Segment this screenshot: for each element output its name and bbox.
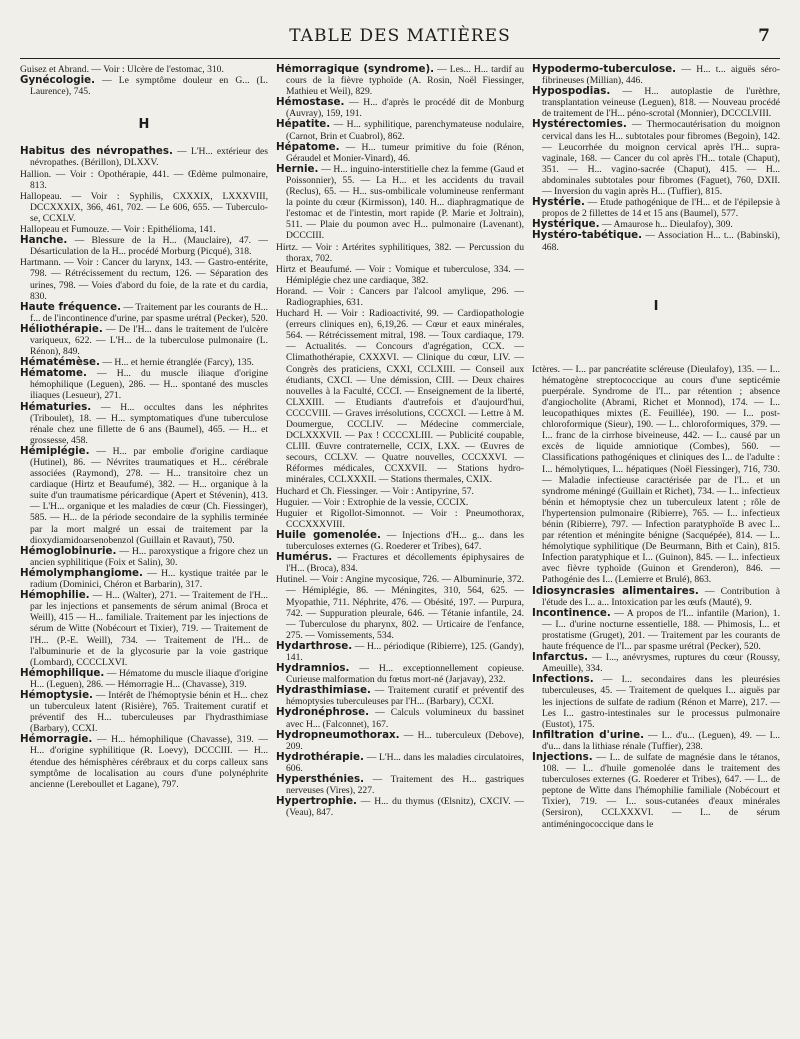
entry-headword: Hydramnios. (276, 662, 350, 675)
entry-text: — H... autoplastie de l'urèthre, transplantation veineuse (Leguen), 818. — Nouveau procédé de traitement de l'H... péno-scrotal (Monnier), DCCCLVIII. (542, 86, 780, 120)
entry-headword: Hémolymphangiome. (20, 566, 143, 579)
header-rule (20, 58, 780, 59)
entry-text: — I... de sulfate de magnésie dans le tétanos, 108. — I... d'huile gomenolée dans le traitement des tuberculoses externes (G. Roederer et Tribes), 647. — I... de peptone de Witte dans l'hémophilie familiale (Nobécourt et Tixier), 719. — I... sous-cutanées d'eaux minérales (Sersiron), CCLXXXVI. — I... de sérum antiméningococcique dans le (542, 751, 780, 830)
index-columns (20, 64, 780, 1034)
index-entry (20, 546, 268, 568)
index-entry (532, 730, 780, 752)
index-entry (20, 402, 268, 446)
index-entry (20, 324, 268, 357)
index-entry (276, 497, 524, 508)
entry-text: — H... tuberculeux (Debove), 209. (286, 729, 524, 752)
entry-text: — Etude pathogénique de l'H... et de l'épilepsie à propos de 2 fillettes de 14 et 15 ans (Baumel), 577. (542, 197, 780, 220)
entry-headword: Hystérique. (532, 218, 600, 231)
index-entry (276, 574, 524, 641)
entry-text: — Calculs volumineux du bassinet avec H... (Falconnet), 167. (286, 707, 524, 730)
entry-headword: Hydrothérapie. (276, 750, 364, 763)
index-entry (276, 752, 524, 774)
entry-headword: Huile gomenolée. (276, 528, 381, 541)
entry-text: — Traitement par les courants de H... f... de l'incontinence d'urine, par spasme urétral (Pecker), 520. (30, 301, 268, 324)
entry-text: — Thermocautérisation du moignon cervical dans les H... subtotales pour fibromes (Begoin), 142. — Leucorrhée du moignon cervical après l'H... supra-vaginale, 168. — Cancer du col après l'H... totale (Chaput), 351. — H... vagino-sacrée (Chaput), 415. — H... abdominales subtotales pour fibromes (Faguet), 760, DXII. — Inversion du vagin après H... (Tuffier), 815. (542, 119, 780, 198)
index-entry (20, 235, 268, 257)
entry-text: — H... (Walter), 271. — Traitement de l'H... par les injections et pansements de sérum animal (Broca et Weill), 415 — H... familiale. Traitement par les injections de sérum de Witte (Nobécourt et Tixier), 719. — Traitement de l'H... (P.-E. Weill), 734. — Traitement de l'H... de l'albuminurie et de la glycosurie par la voie gastrique (Lombard), CCCCLXVI. (30, 590, 268, 668)
index-entry (532, 586, 780, 608)
index-entry (532, 230, 780, 252)
index-entry (20, 302, 268, 324)
index-entry (532, 86, 780, 119)
entry-text: — Les... H... tardif au cours de la fièvre typhoïde (A. Rosin, Noël Fiessinger, Mathieu et Weil), 829. (286, 64, 524, 98)
index-entry (276, 308, 524, 486)
index-entry (20, 368, 268, 401)
entry-headword: Haute fréquence. (20, 300, 122, 313)
index-entry (20, 257, 268, 301)
entry-headword: Infarctus. (532, 651, 589, 664)
index-entry (20, 568, 268, 590)
entry-headword: Hémoglobinurie. (20, 544, 117, 557)
entry-text: Hirtz et Beaufumé. — Voir : Vomique et tuberculose, 334. — Hémiplégie chez une cardiaque, 382. (276, 263, 524, 286)
entry-text: — H... occultes dans les néphrites (Triboulet), 18. — H... symptomatiques d'une tuberculose rénale chez une fillette de 6 ans (Baumel), 465. — H... et grossesse, 458. (30, 401, 268, 446)
index-entry (20, 191, 268, 224)
entry-headword: Hypertrophie. (276, 795, 357, 808)
index-entry (276, 164, 524, 242)
entry-headword: Hypodermo-tuberculose. (532, 64, 677, 75)
entry-headword: Hernie. (276, 162, 319, 175)
entry-text: — I..., anévrysmes, ruptures du cœur (Roussy, Ameuille), 334. (542, 652, 780, 675)
entry-text: — H... périodique (Ribierre), 125. (Gandy), 141. (286, 640, 524, 663)
index-entry (276, 264, 524, 286)
entry-headword: Hémorragique (syndrome). (276, 64, 435, 75)
entry-text: Horand. — Voir : Cancers par l'alcool amylique, 296. — Radiographies, 631. (276, 285, 524, 308)
section-letter-heading: H (138, 117, 150, 133)
entry-headword: Infiltration d'urine. (532, 728, 644, 741)
index-entry (20, 590, 268, 668)
entry-text: Hallopeau et Fumouze. — Voir : Epithélioma, 141. (20, 224, 216, 236)
index-column-left (20, 64, 268, 1034)
entry-text: — H... du thymus (Œlsnitz), CXCIV. — (Veau), 847. (286, 796, 524, 819)
entry-headword: Hématome. (20, 367, 87, 380)
entry-text: Hirtz. — Voir : Artérites syphilitiques, 382. — Percussion du thorax, 702. (276, 241, 524, 264)
index-column-middle (276, 64, 524, 1034)
entry-text: — H... du muscle iliaque d'origine hémophilique (Leguen), 286. — H... spontané des muscles iliaques (Lesueur), 271. (30, 368, 268, 402)
entry-headword: Hypospodias. (532, 85, 611, 98)
index-entry (276, 286, 524, 308)
entry-headword: Hémostase. (276, 96, 345, 109)
entry-headword: Hématémèse. (20, 356, 100, 369)
page-number: 7 (758, 26, 770, 46)
page-header (0, 24, 800, 48)
index-entry (276, 685, 524, 707)
entry-text: — H... inguino-interstitielle chez la femme (Gaud et Poissonnier), 55. — La H... et les accidents du travail (Reclus), 65. — H... sus-ombilicale volumineuse renfermant la pointe du cœur (Kirmisson), 140. H... diaphragmatique de l'estomac et de l'intestin, mort rapide (P. Marie et Joltrain), 511. — Plaie du poumon avec H... pulmonaire (Lavenant), DCCCIII. (286, 163, 524, 242)
entry-text: — Hématome du muscle iliaque d'origine H... (Leguen), 286. — Hémorragie H... (Chavasse), 319. (30, 667, 268, 690)
index-entry (20, 146, 268, 168)
entry-headword: Idiosyncrasies alimentaires. (532, 584, 699, 597)
entry-text: — H... hémophilique (Chavasse), 319. — H... d'origine syphilitique (R. Loevy), DCCCIII. — H... étendue des hémisphères cérébraux et du corps calleux sans symptôme de localisation au cours d'une polynéphrite ancienne (Lereboullet et Lagane), 797. (30, 734, 268, 790)
index-entry (276, 486, 524, 497)
index-entry (20, 169, 268, 191)
entry-text: — L'H... dans les maladies circulatoires, 606. (286, 751, 524, 774)
entry-text: — A propos de l'I... infantile (Marion), 1. — I... d'urine nocturne essentielle, 188. — Phimosis, I... et prostatisme (Gruget), 201. — Traitement par les courants de haute fréquence de l'I... par spasme urétral (Pecker), 520. (542, 607, 780, 653)
entry-headword: Hydrasthimiase. (276, 684, 371, 697)
index-entry (20, 75, 268, 97)
entry-text: Huguier et Rigollot-Simonnot. — Voir : Pneumothorax, CCCXXXVIII. (276, 507, 524, 530)
entry-headword: Hématuries. (20, 400, 92, 413)
entry-headword: Hypersthénies. (276, 773, 365, 785)
entry-headword: Hépatome. (276, 140, 340, 153)
entry-text: — H... par embolie d'origine cardiaque (Hutinel), 86. — Névrites traumatiques et H... cérébrale associées (Raymond), 278. — H... transitoire chez un cardiaque (Hirtz et Beaufumé), 382. — H... organique à la suite d'un traumatisme péricardique (Apert et Stévenin), 413. — L'H... organique et les maladies de cœur (Ch. Fiessinger), 585. — H... de la période secondaire de la syphilis terminée par la mort malgré un essai de traitement par la dioxydiamidoarsenobenzol (Guillain et Ravaut), 750. (30, 445, 268, 546)
entry-text: Hallion. — Voir : Opothérapie, 441. — Œdème pulmonaire, 813. (20, 168, 268, 191)
entry-text: — H... t... aiguës séro-fibrineuses (Millian), 446. (542, 64, 780, 87)
index-entry (20, 668, 268, 690)
index-column-right (532, 64, 780, 1034)
index-entry (532, 608, 780, 652)
entry-headword: Hydropneumothorax. (276, 728, 400, 741)
index-entry (276, 663, 524, 685)
entry-text: — Fractures et décollements épiphysaires de l'H... (Broca), 834. (286, 552, 524, 575)
entry-text: — Blessure de la H... (Mauclaire), 47. — Désarticulation de la H... procédé Morburg (Picqué), 318. (30, 235, 268, 258)
entry-headword: Hémophilique. (20, 666, 105, 679)
entry-headword: Humérus. (276, 551, 333, 564)
entry-text: — Le symptôme douleur en G... (L. Laurence), 745. (30, 75, 268, 98)
entry-headword: Injections. (532, 750, 593, 763)
entry-headword: Hystérie. (532, 196, 585, 209)
index-entry (276, 508, 524, 530)
index-entry (20, 734, 268, 789)
index-entry (276, 730, 524, 752)
entry-headword: Habitus des névropathes. (20, 145, 173, 158)
entry-headword: Hémorragie. (20, 733, 93, 746)
entry-text: — H... kystique traitée par le radium (Dominici, Chéron et Barbarin), 317. (30, 567, 268, 591)
index-entry (20, 690, 268, 734)
entry-text: — H... paroxystique a frigore chez un ancien syphilitique (Foix et Salin), 30. (30, 545, 268, 568)
entry-text: — H... exceptionnellement copieuse. Curieuse malformation du fœtus mort-né (Jarjavay), 232. (286, 663, 524, 686)
entry-text: — Contribution à l'étude des I... a... Intoxication par les œufs (Mauté), 9. (542, 585, 780, 608)
index-entry (276, 64, 524, 97)
page-title: TABLE DES MATIÈRES (289, 26, 511, 46)
entry-text: Huchard H. — Voir : Radioactivité, 99. — Cardiopathologie (erreurs cliniques en), 6,19,26. — Cœur et eaux minérales, 564. — Rétrécissement mitral, 198. — Toux cardiaque, 179. — Actualités. — Concours d'agrégation, CCX. — Climathothérapie, CXXXVI. — Clinique du cœur, LIV. — Congrès des praticiens, CXXI, CCLXIII. — Conseil aux étudiants, CXCI. — Une démission, CIII. — Deux chaires nouvelles à la Faculté, CCCI. — Enseignement de la liberté, CLXXIII. — Etudiants d'autrefois et d'aujourd'hui, CCCCVIII. — Graves irrésolutions, CCCXCI. — Lettre à M. Doumergue, CCCLIV. — Médecine commerciale, DCLXXXVII. — Pax ! CCCCXLIII. — Publicité coupable, CLIII. Œuvre contraternelle, CCIX, LXX. — Œuvres de secours, CCLXV. — Quatre nouvelles, CCCXXVI. — Réformes médicales, CCXXVII. — Stations hydro-minérales, CCLXXXII. — Stations thermales, CXIX. (276, 308, 524, 486)
entry-text: Huguier. — Voir : Extrophie de la vessie, CCCIX. (276, 496, 469, 508)
entry-text: Hallopeau. — Voir : Syphilis, CXXXIX, LXXXVIII, DCCXXXIX, 366, 461, 702. — Le 606, 655. — Tuberculo-se, CCXLV. (20, 190, 268, 224)
entry-text: — H... tumeur primitive du foie (Rénon, Géraudel et Monier-Vinard), 46. (286, 141, 524, 164)
index-entry (276, 530, 524, 552)
index-entry (532, 364, 780, 586)
section-letter-heading: I (653, 298, 659, 314)
entry-headword: Hydronéphrose. (276, 706, 370, 719)
entry-headword: Héliothérapie. (20, 322, 103, 335)
index-entry (20, 446, 268, 546)
entry-headword: Incontinence. (532, 606, 611, 619)
entry-text: — Intérêt de l'hémoptysie bénin et H... chez un tuberculeux latent (Risière), 765. Traitement curatif et préventif des H... tuberculeuses par l'hydrasthimiase (Barbary), CCXI. (30, 689, 268, 735)
entry-headword: Hépatite. (276, 118, 331, 131)
index-entry (276, 641, 524, 663)
entry-headword: Hémiplégie. (20, 444, 90, 457)
index-entry (276, 552, 524, 574)
entry-text: — I... d'u... (Leguen), 49. — I... d'u... dans la lithiase rénale (Tuffier), 238. (542, 729, 780, 752)
entry-text: Guisez et Abrand. — Voir : Ulcère de l'estomac, 310. (20, 64, 224, 75)
index-entry (276, 707, 524, 729)
entry-text: — H... et hernie étranglée (Farcy), 135. (99, 357, 254, 369)
entry-text: — Association H... t... (Babinski), 468. (542, 230, 780, 253)
entry-text: — Traitement curatif et préventif des hémoptysies tuberculeuses par l'H... (Barbary), CCXI. (286, 685, 524, 708)
index-entry (276, 774, 524, 796)
entry-text: — Amaurose h... Dieulafoy), 309. (599, 219, 733, 231)
entry-text: — I... secondaires dans les pleurésies tuberculeuses, 45. — Traitement de quelques I... aiguës par les injections de sulfate de radium (Rénon et Marre), 217. — Les I... gastro-intestinales sur le processus pulmonaire (Eustot), 175. (542, 674, 780, 730)
index-entry (276, 119, 524, 141)
index-entry (276, 97, 524, 119)
entry-headword: Hémoptysie. (20, 688, 93, 701)
entry-headword: Infections. (532, 673, 594, 686)
entry-text: Ictères. — I... par pancréatite scléreuse (Dieulafoy), 135. — I... hématogène streptococcique au cours d'une septicémie puerpérale. Syndrome de l'I... par rétention ; absence d'angiocholite (Abrami, Richet et Monnod), 174. — I... leucopathiques mixtes (E. Feuillée), 190. — I... post-chloroformique (Sieur), 190. — I... chloroformiques, 379. — I... franc de la cirrhose biveineuse, 442. — I... causé par un excès de liquide amniotique (Combes), 560. — Classifications pathogéniques et cliniques des I... de l'adulte : I... hémolytiques, I... hépatiques (Noël Fiessinger), 716, 730. — Maladie infectieuse caractérisée par de l'I... et un syndrome méningé (Guillain et Richet), 734. — I... infectieux bénin et hémoptysie chez un tuberculeux latent ; rôle de l'hypertension pulmonaire (Ribierre), 765. — I... infectieux bénin (Ribierre), 797. — Infection paratyphoïde B avec I... par rétention et méningite bénigne (Sacquépée), 814. — I... hémolytique syphilitique (De Beurmann, Bith et Cain), 815. Infection paratyphique et I... (Guinon), 845. — I... infectieux avec fièvre typhoïde (Guinon et Grenderon), 846. — Pathogénie des I... (Lemierre et Brulé), 863. (532, 363, 780, 586)
index-entry (276, 142, 524, 164)
entry-headword: Hystérectomies. (532, 118, 627, 131)
index-entry (532, 752, 780, 830)
entry-text: — De l'H... dans le traitement de l'ulcère variqueux, 622. — L'H... de la tuberculose pulmonaire (L. Rénon), 849. (30, 323, 268, 358)
entry-headword: Gynécologie. (20, 74, 96, 87)
index-entry (532, 652, 780, 674)
entry-text: Hutinel. — Voir : Angine mycosique, 726. — Albuminurie, 372. — Hémiplégie, 86. — Méningites, 310, 564, 625. — Myopathie, 711. Néphrite, 476. — Obésité, 197. — Purpura, 742. — Suppuration pleurale, 646. — Tétanie infantile, 24. — Tuberculose du pharynx, 802. — Urticaire de l'enfance, 275. — Vomissements, 534. (276, 574, 524, 641)
index-entry (532, 64, 780, 86)
entry-text: — L'H... extérieur des névropathes. (Bérillon), DLXXV. (30, 146, 268, 169)
index-entry (532, 119, 780, 197)
entry-text: — H... d'après le procédé dit de Monburg (Auvray), 159, 191. (286, 97, 524, 120)
index-entry (532, 674, 780, 729)
index-entry (276, 796, 524, 818)
entry-text: — Injections d'H... g... dans les tuberculoses externes (G. Roederer et Tribes), 647. (286, 529, 524, 553)
entry-text: Hartmann. — Voir : Cancer du larynx, 143. — Gastro-entérite, 798. — Rétrécissement du rectum, 126. — Séparation des urines, 798. — Voies d'abord du foie, de la rate et du cardia, 830. (20, 257, 268, 302)
index-entry (532, 197, 780, 219)
entry-text: — H... syphilitique, parenchymateuse nodulaire, (Carnot, Brin et Cuabrol), 862. (286, 119, 524, 142)
entry-text: Huchard et Ch. Fiessinger. — Voir : Antipyrine, 57. (276, 485, 474, 497)
entry-headword: Hystéro-tabétique. (532, 229, 643, 242)
entry-headword: Hémophilie. (20, 589, 90, 602)
entry-headword: Hydarthrose. (276, 639, 353, 652)
index-entry (276, 242, 524, 264)
entry-text: — Traitement des H... gastriques nerveuses (Vires), 227. (286, 774, 524, 797)
entry-headword: Hanche. (20, 234, 68, 247)
